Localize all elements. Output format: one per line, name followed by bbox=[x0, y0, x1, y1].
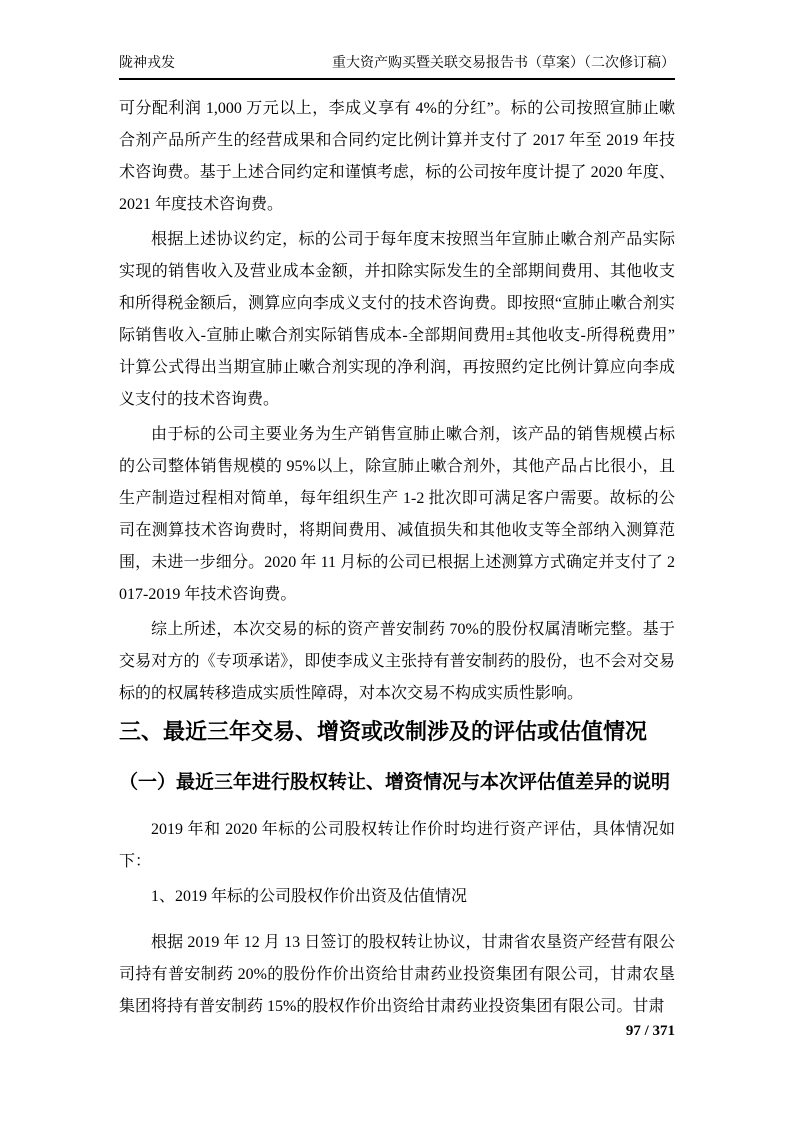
section-heading: 三、最近三年交易、增资或改制涉及的评估或估值情况 bbox=[119, 719, 648, 744]
subsection-heading: （一）最近三年进行股权转让、增资情况与本次评估值差异的说明 bbox=[119, 772, 671, 793]
header-report-title: 重大资产购买暨关联交易报告书（草案）（二次修订稿） bbox=[332, 56, 675, 71]
page-number: 97 / 371 bbox=[625, 1023, 675, 1039]
document-body bbox=[119, 93, 675, 1026]
numbered-item: 1、2019 年标的公司股权作价出资及估值情况 bbox=[151, 888, 468, 905]
paragraph: 根据上述协议约定，标的公司于每年度末按照当年宣肺止嗽合剂产品实际实现的销售收入及营业成本金额，并扣除实际发生的全部期间费用、其他收支和所得税金额后，测算应向李成义支付的技术咨询费。即按照“宣肺止嗽合剂实际销售收入-宣肺止嗽合剂实际销售成本-全部期间费用±其他收支-所得税费用”计算公式得出当期宣肺止嗽合剂实现的净利润，再按照约定比例计算应向李成义支付的技术咨询费。 bbox=[119, 231, 675, 408]
paragraph-continuation: 可分配利润 1,000 万元以上，李成义享有 4%的分红”。标的公司按照宣肺止嗽合剂产品所产生的经营成果和合同约定比例计算并支付了 2017 年至 2019 年技术咨询费。基于上述合同约定和谨慎考虑，标的公司按年度计提了 2020 年度、2021 年度技术咨询费。 bbox=[119, 100, 675, 213]
paragraph: 根据 2019 年 12 月 13 日签订的股权转让协议，甘肃省农垦资产经营有限公司持有普安制药 20%的股份作价出资给甘肃药业投资集团有限公司，甘肃农垦集团将持有普安制药 15%的股权作价出资给甘肃药业投资集团有限公司。甘肃 bbox=[119, 934, 675, 1015]
paragraph: 综上所述，本次交易的标的资产普安制药 70%的股份权属清晰完整。基于交易对方的《专项承诺》，即使李成义主张持有普安制药的股份，也不会对交易标的的权属转移造成实质性障碍，对本次交易不构成实质性影响。 bbox=[119, 621, 675, 702]
header-company-name: 陇神戎发 bbox=[119, 56, 175, 71]
page-header bbox=[119, 54, 675, 80]
paragraph: 由于标的公司主要业务为生产销售宣肺止嗽合剂，该产品的销售规模占标的公司整体销售规模的 95%以上，除宣肺止嗽合剂外，其他产品占比很小，且生产制造过程相对简单，每年组织生产 1-2 批次即可满足客户需要。故标的公司在测算技术咨询费时，将期间费用、减值损失和其他收支等全部纳入测算范围，未进一步细分。2020 年 11 月标的公司已根据上述测算方式确定并支付了 2017-2019 年技术咨询费。 bbox=[119, 426, 675, 603]
paragraph: 2019 年和 2020 年标的公司股权转让作价时均进行资产评估，具体情况如下： bbox=[119, 821, 675, 870]
